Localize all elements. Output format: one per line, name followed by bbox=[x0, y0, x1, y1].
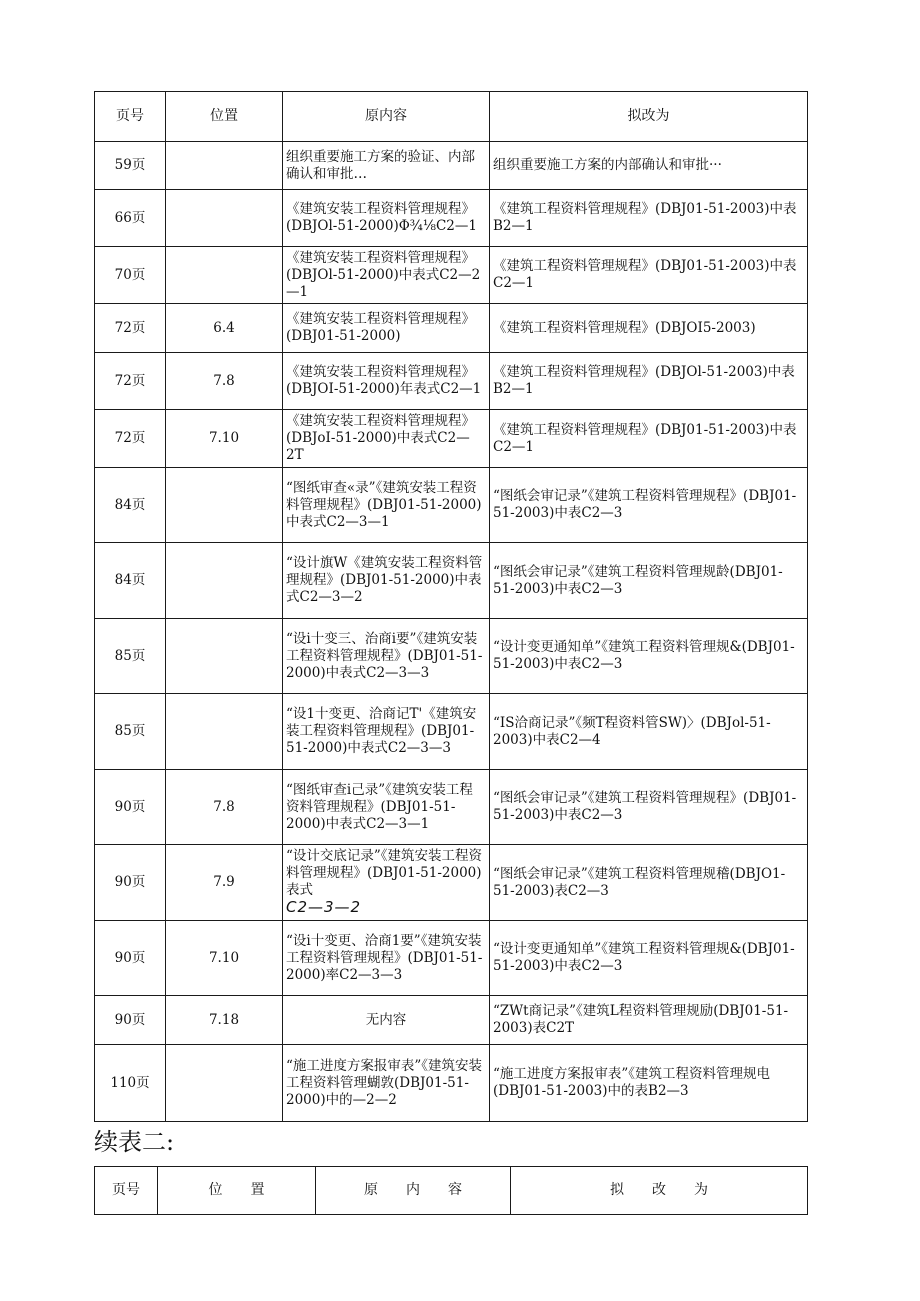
cell-revised: 《建筑工程资料管理规程》(DBJ01-51-2003)中表C2—1 bbox=[490, 410, 808, 468]
cell-original: 《建筑安装工程资料管理规程》(DBJOI-51-2000)年表式C2—1 bbox=[283, 353, 490, 410]
cell-position: 6.4 bbox=[166, 304, 283, 353]
header-original: 原内容 bbox=[283, 92, 490, 142]
header-revised: 拟改为 bbox=[490, 92, 808, 142]
table-row bbox=[95, 996, 808, 1045]
table-header-row bbox=[95, 92, 808, 142]
table-row bbox=[95, 353, 808, 410]
continuation-title: 续表二: bbox=[94, 1128, 175, 1156]
cell-page: 110页 bbox=[95, 1045, 166, 1122]
cell-original: “设i十变三、治商i要”《建筑安装工程资料管理规程》(DBJ01-51-2000)中表式C2—3—3 bbox=[283, 619, 490, 694]
table-row bbox=[95, 190, 808, 247]
cell-revised: “设计变更通知单”《建筑工程资料管理规&(DBJ01-51-2003)中表C2—3 bbox=[490, 921, 808, 996]
cell-revised: 《建筑工程资料管理规程》(DBJOl-51-2003)中表B2—1 bbox=[490, 353, 808, 410]
cell-page: 90页 bbox=[95, 921, 166, 996]
cell-position bbox=[166, 1045, 283, 1122]
cell-original: “图纸审查«录”《建筑安装工程资料管理规程》(DBJ01-51-2000)中表式C2—3—1 bbox=[283, 468, 490, 543]
cell-position: 7.9 bbox=[166, 845, 283, 921]
table-row bbox=[95, 619, 808, 694]
header-position: 位置 bbox=[166, 92, 283, 142]
cell-position: 7.18 bbox=[166, 996, 283, 1045]
cell-revised: 《建筑工程资料管理规程》(DBJ01-51-2003)中表B2—1 bbox=[490, 190, 808, 247]
cell-page: 84页 bbox=[95, 468, 166, 543]
cell-position bbox=[166, 247, 283, 304]
cell-original-text: “设计交底记录”《建筑安装工程资料管理规程》(DBJ01-51-2000)表式 bbox=[286, 848, 483, 898]
cell-revised: “IS洽商记录”《频T程资料管SW)〉(DBJol-51-2003)中表C2—4 bbox=[490, 694, 808, 770]
cell-revised: 组织重要施工方案的内部确认和审批··· bbox=[490, 142, 808, 190]
cell-original: “设1十变更、洽商记T'《建筑安装工程资料管理规程》(DBJ01-51-2000)中表式C2—3—3 bbox=[283, 694, 490, 770]
cell-revised: “图纸会审记录”《建筑工程资料管理规稽(DBJO1-51-2003)表C2—3 bbox=[490, 845, 808, 921]
cell-position bbox=[166, 694, 283, 770]
cell-original: “设计旗W《建筑安装工程资料管理规程》(DBJ01-51-2000)中表式C2—3—2 bbox=[283, 543, 490, 619]
cont-header-page: 页号 bbox=[95, 1167, 158, 1215]
cell-page: 90页 bbox=[95, 996, 166, 1045]
cell-position: 7.10 bbox=[166, 921, 283, 996]
cont-header-original: 原 内 容 bbox=[316, 1167, 511, 1215]
header-page: 页号 bbox=[95, 92, 166, 142]
cell-position: 7.8 bbox=[166, 770, 283, 845]
cell-revised: 《建筑工程资料管理规程》(DBJOI5-2003) bbox=[490, 304, 808, 353]
cell-position: 7.10 bbox=[166, 410, 283, 468]
cell-page: 72页 bbox=[95, 410, 166, 468]
cell-original: “设i十变更、洽商1要”《建筑安装工程资料管理规程》(DBJ01-51-2000)率C2—3—3 bbox=[283, 921, 490, 996]
cell-original: 无内容 bbox=[283, 996, 490, 1045]
cont-header-revised: 拟 改 为 bbox=[511, 1167, 808, 1215]
cell-revised: “图纸会审记录”《建筑工程资料管理规程》(DBJ01-51-2003)中表C2—3 bbox=[490, 770, 808, 845]
cell-original: 《建筑安装工程资料管理规程》(DBJoI-51-2000)中表式C2—2T bbox=[283, 410, 490, 468]
table-row bbox=[95, 1045, 808, 1122]
cell-revised: “图纸会审记录”《建筑工程资料管理规龄(DBJ01-51-2003)中表C2—3 bbox=[490, 543, 808, 619]
handwritten-form-number: C2—3—2 bbox=[286, 898, 362, 916]
table-row bbox=[95, 921, 808, 996]
cell-page: 85页 bbox=[95, 694, 166, 770]
cell-position bbox=[166, 190, 283, 247]
cell-revised: “设计变更通知单”《建筑工程资料管理规&(DBJ01-51-2003)中表C2—3 bbox=[490, 619, 808, 694]
table-row bbox=[95, 142, 808, 190]
cell-original: 《建筑安装工程资料管理规程》(DBJOl-51-2000)Φ¾⅛C2—1 bbox=[283, 190, 490, 247]
cell-page: 72页 bbox=[95, 353, 166, 410]
continuation-table bbox=[94, 1166, 808, 1215]
cell-position bbox=[166, 468, 283, 543]
cell-original: “图纸审查i己录”《建筑安装工程资料管理规程》(DBJ01-51-2000)中表式C2—3—1 bbox=[283, 770, 490, 845]
cell-page: 84页 bbox=[95, 543, 166, 619]
table-row bbox=[95, 304, 808, 353]
revision-table bbox=[94, 91, 808, 1122]
cell-original: 组织重要施工方案的验证、内部确认和审批… bbox=[283, 142, 490, 190]
table-row bbox=[95, 770, 808, 845]
cell-original bbox=[283, 845, 490, 921]
cell-revised: “ZWt商记录”《建筑L程资料管理规励(DBJ01-51-2003)表C2T bbox=[490, 996, 808, 1045]
cell-position bbox=[166, 142, 283, 190]
cell-revised: “施工进度方案报审表”《建筑工程资料管理规电(DBJ01-51-2003)中的表B2—3 bbox=[490, 1045, 808, 1122]
cell-page: 90页 bbox=[95, 845, 166, 921]
table-row bbox=[95, 543, 808, 619]
cell-original: 《建筑安装工程资料管理规程》(DBJ01-51-2000) bbox=[283, 304, 490, 353]
cell-original: 《建筑安装工程资料管理规程》(DBJOl-51-2000)中表式C2—2—1 bbox=[283, 247, 490, 304]
cell-page: 90页 bbox=[95, 770, 166, 845]
cell-revised: 《建筑工程资料管理规程》(DBJ01-51-2003)中表C2—1 bbox=[490, 247, 808, 304]
cont-header-position: 位 置 bbox=[158, 1167, 316, 1215]
cell-original: “施工进度方案报审表”《建筑安装工程资料管理蝴敦(DBJ01-51-2000)中的—2—2 bbox=[283, 1045, 490, 1122]
cell-position bbox=[166, 543, 283, 619]
table-row bbox=[95, 845, 808, 921]
cell-page: 72页 bbox=[95, 304, 166, 353]
table-row bbox=[95, 410, 808, 468]
cell-page: 59页 bbox=[95, 142, 166, 190]
table-row bbox=[95, 694, 808, 770]
cell-position bbox=[166, 619, 283, 694]
cell-position: 7.8 bbox=[166, 353, 283, 410]
continuation-header-row bbox=[95, 1167, 808, 1215]
cell-page: 70页 bbox=[95, 247, 166, 304]
cell-page: 85页 bbox=[95, 619, 166, 694]
table-row bbox=[95, 468, 808, 543]
cell-revised: “图纸会审记录”《建筑工程资料管理规程》(DBJ01-51-2003)中表C2—3 bbox=[490, 468, 808, 543]
cell-page: 66页 bbox=[95, 190, 166, 247]
table-row bbox=[95, 247, 808, 304]
